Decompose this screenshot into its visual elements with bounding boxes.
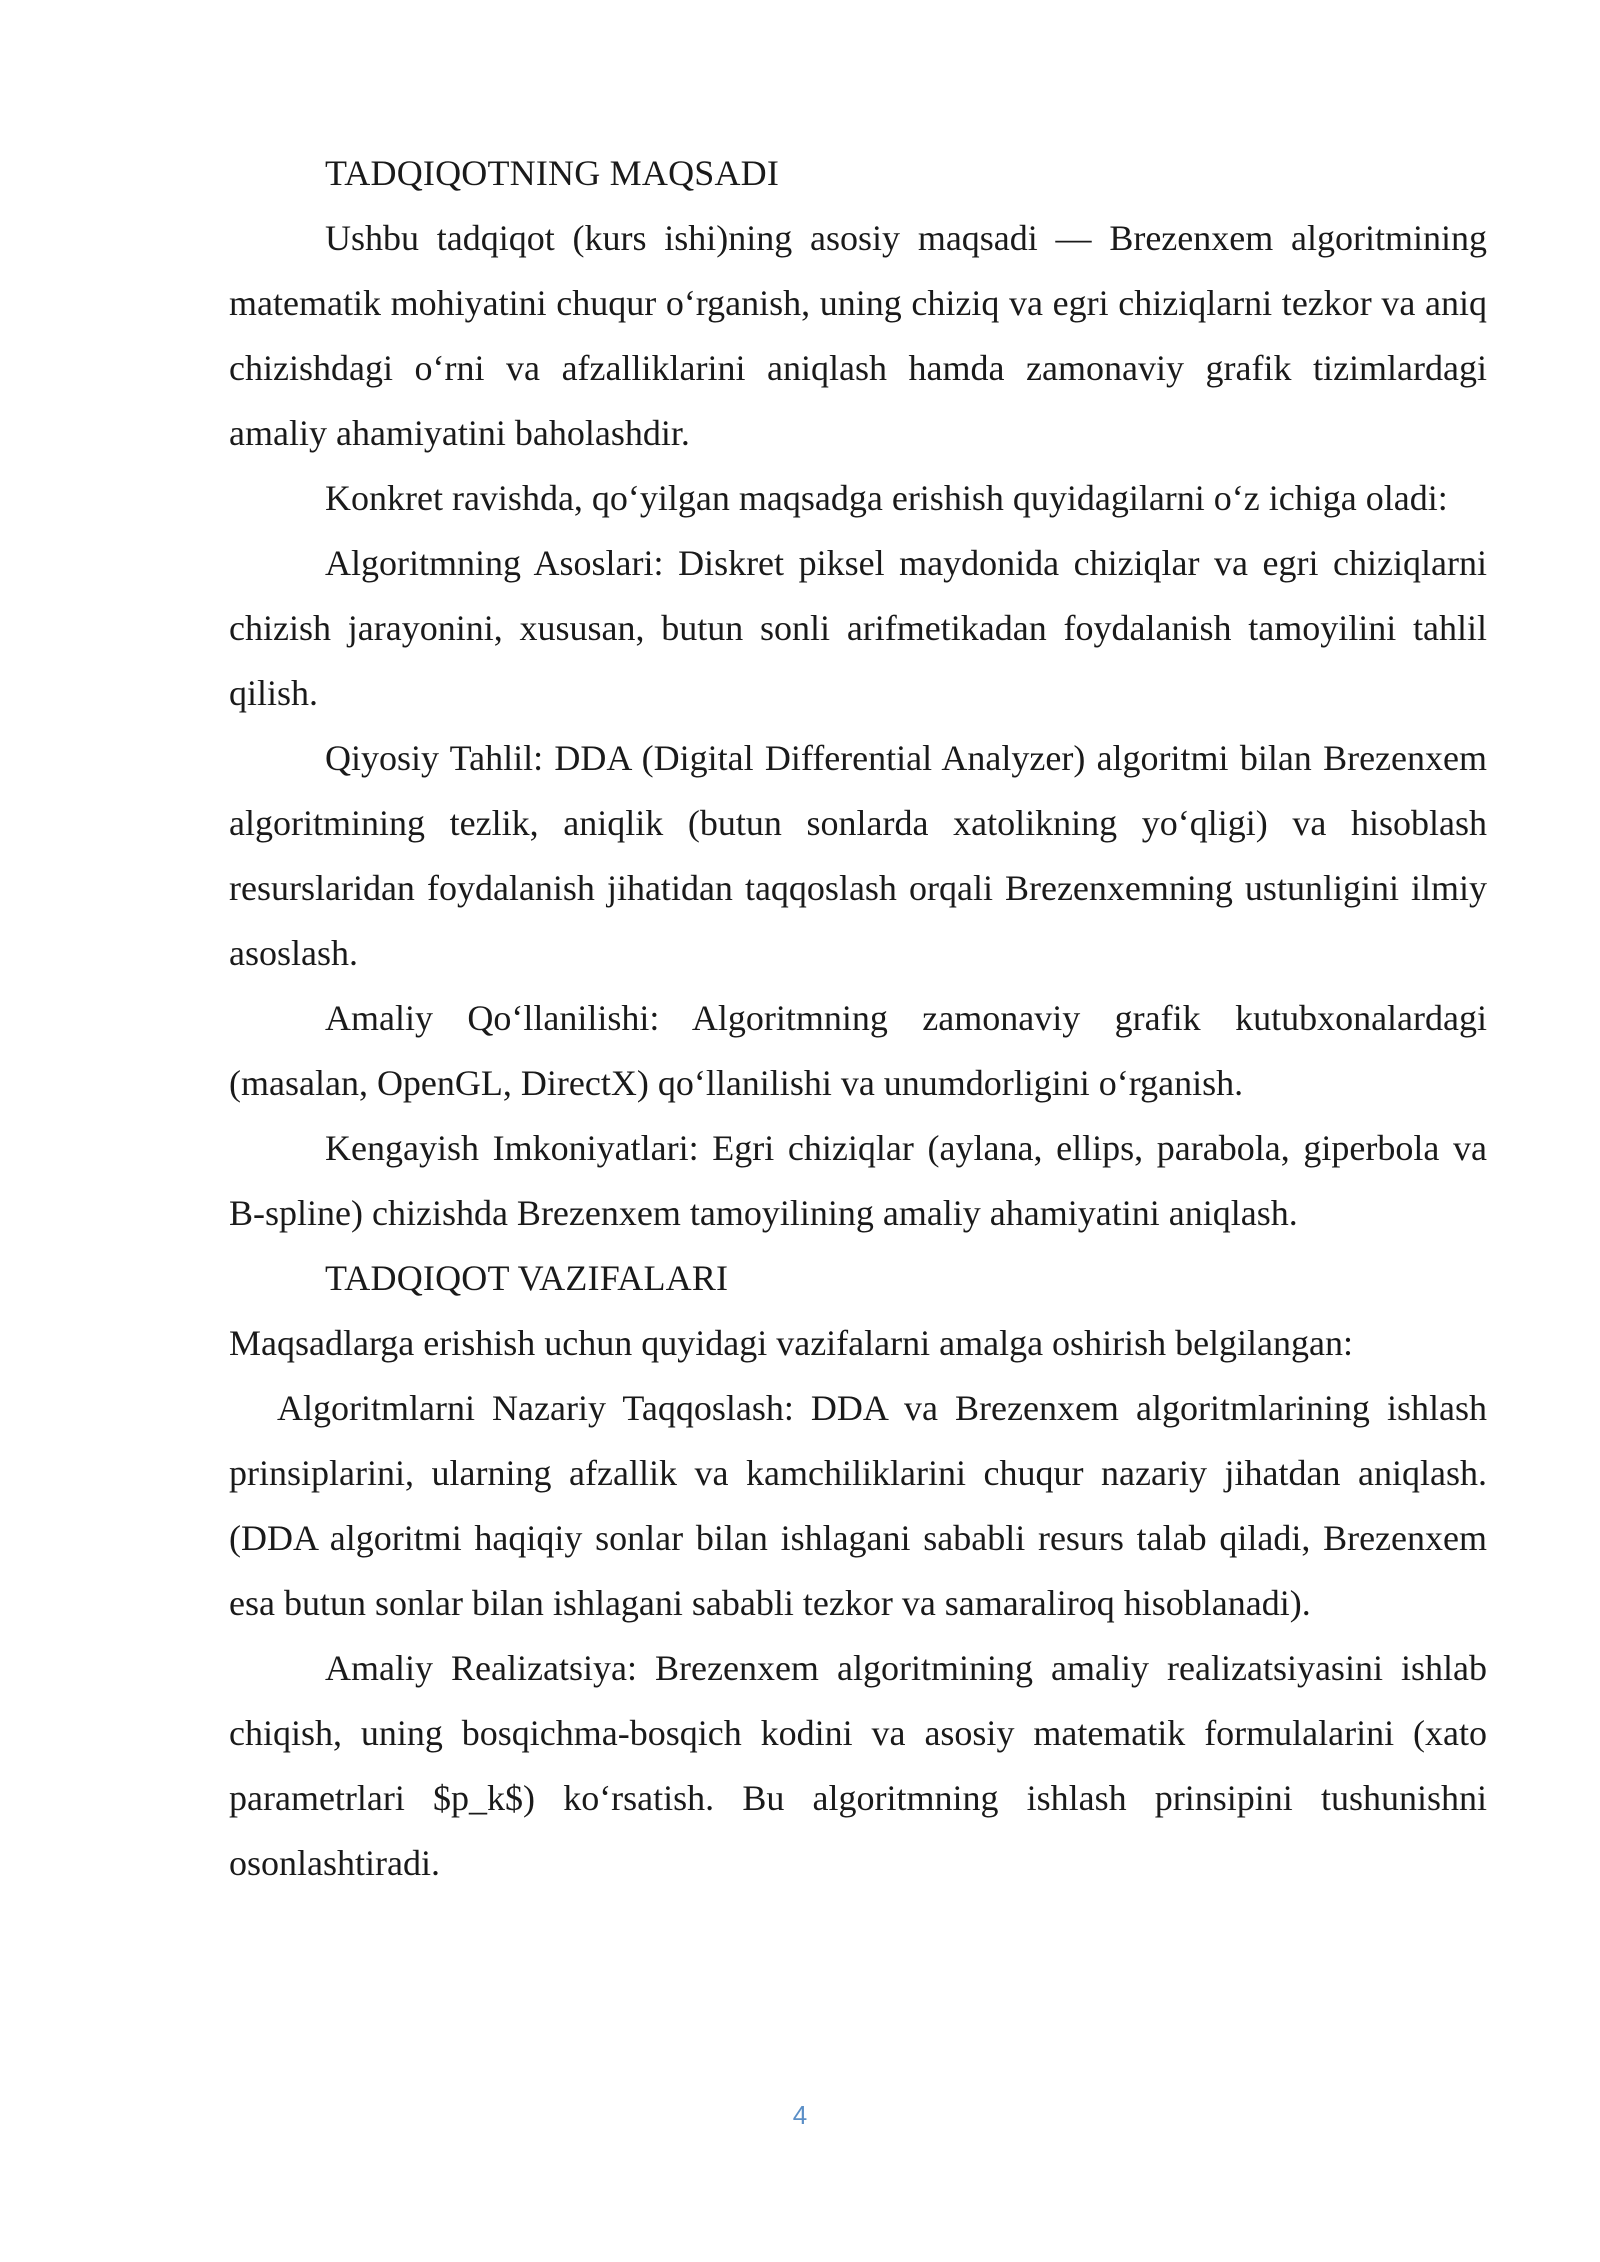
heading-research-tasks: TADQIQOT VAZIFALARI bbox=[325, 1258, 729, 1298]
document-body bbox=[229, 141, 1487, 1896]
paragraph-algorithm-basics: Algoritmning Asoslari: Diskret piksel maydonida chiziqlar va egri chiziqlarni chizish jarayonini, xususan, butun sonli arifmetikadan foydalanish tamoyilini tahlil qilish. bbox=[229, 543, 1487, 713]
paragraph-goal-specifics: Konkret ravishda, qo‘yilgan maqsadga erishish quyidagilarni o‘z ichiga oladi: bbox=[325, 478, 1448, 518]
paragraph-practical-application: Amaliy Qo‘llanilishi: Algoritmning zamonaviy grafik kutubxonalardagi (masalan, OpenGL, DirectX) qo‘llanilishi va unumdorligini o‘rganish. bbox=[229, 998, 1487, 1103]
paragraph-practical-realization: Amaliy Realizatsiya: Brezenxem algoritmining amaliy realizatsiyasini ishlab chiqish, uning bosqichma-bosqich kodini va asosiy matematik formulalarini (xato parametrlari $p_k$) ko‘rsatish. Bu algoritmning ishlash prinsipini tushunishni osonlashtiradi. bbox=[229, 1648, 1487, 1883]
paragraph-goal-intro: Ushbu tadqiqot (kurs ishi)ning asosiy maqsadi — Brezenxem algoritmining matematik mohiyatini chuqur o‘rganish, uning chiziq va egri chiziqlarni tezkor va aniq chizishdagi o‘rni va afzalliklarini aniqlash hamda zamonaviy grafik tizimlardagi amaliy ahamiyatini baholashdir. bbox=[229, 218, 1487, 453]
paragraph-extension-possibilities: Kengayish Imkoniyatlari: Egri chiziqlar (aylana, ellips, parabola, giperbola va B-spline) chizishda Brezenxem tamoyilining amaliy ahamiyatini aniqlash. bbox=[229, 1128, 1487, 1233]
paragraph-theoretical-comparison: Algoritmlarni Nazariy Taqqoslash: DDA va Brezenxem algoritmlarining ishlash prinsiplarini, ularning afzallik va kamchiliklarini chuqur nazariy jihatdan aniqlash. (DDA algoritmi haqiqiy sonlar bilan ishlagani sababli resurs talab qiladi, Brezenxem esa butun sonlar bilan ishlagani sababli tezkor va samaraliroq hisoblanadi). bbox=[229, 1388, 1487, 1623]
heading-research-goal: TADQIQOTNING MAQSADI bbox=[325, 153, 780, 193]
paragraph-comparative-analysis: Qiyosiy Tahlil: DDA (Digital Differential Analyzer) algoritmi bilan Brezenxem algoritmining tezlik, aniqlik (butun sonlarda xatolikning yo‘qligi) va hisoblash resurslaridan foydalanish jihatidan taqqoslash orqali Brezenxemning ustunligini ilmiy asoslash. bbox=[229, 738, 1487, 973]
paragraph-tasks-intro: Maqsadlarga erishish uchun quyidagi vazifalarni amalga oshirish belgilangan: bbox=[229, 1323, 1354, 1363]
page-number: 4 bbox=[792, 2100, 808, 2130]
